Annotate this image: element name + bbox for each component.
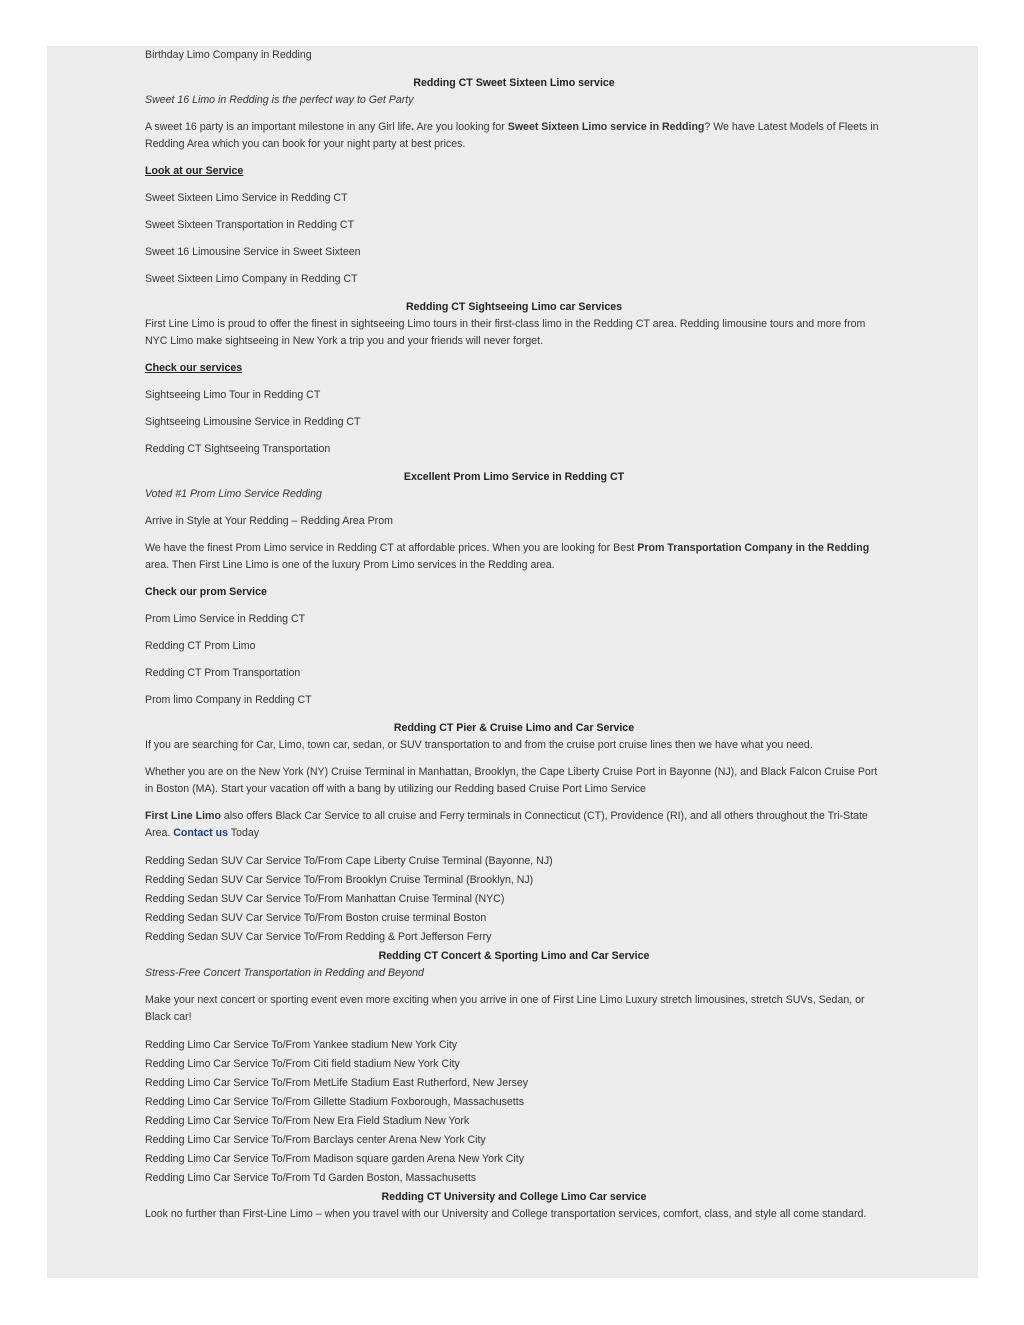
list-item: Redding Limo Car Service To/From New Era Field Stadium New York (145, 1115, 470, 1127)
list-item: Sweet Sixteen Transportation in Redding CT (145, 219, 355, 231)
heading-pier-cruise: Redding CT Pier & Cruise Limo and Car Service (393, 722, 635, 734)
paragraph-sweet-sixteen: A sweet 16 party is an important milestone in any Girl life. Are you looking for Sweet Sixteen Limo service in Redding? We have Latest Models of Fleets in Redding Area which you can book for your night party at best prices. (145, 121, 879, 150)
prom-bold: Prom Transportation Company in the Redding (637, 542, 870, 554)
first-line-limo-bold: First Line Limo (145, 810, 221, 822)
contact-us-link[interactable]: Contact us (173, 827, 229, 839)
paragraph-prom: We have the finest Prom Limo service in Redding CT at affordable prices. When you are looking for Best Prom Transportation Company in the Redding area. Then First Line Limo is one of the luxury Prom Limo services in the Redding area. (145, 542, 870, 571)
sweet-sixteen-bold: Sweet Sixteen Limo service in Redding (507, 121, 705, 133)
tagline-sweet-sixteen: Sweet 16 Limo in Redding is the perfect way to Get Party (145, 94, 414, 106)
heading-prom: Excellent Prom Limo Service in Redding CT (403, 471, 625, 483)
list-item: Sweet 16 Limousine Service in Sweet Sixteen (145, 246, 361, 258)
list-item: Redding CT Prom Transportation (145, 667, 301, 679)
list-item: Sightseeing Limousine Service in Redding CT (145, 416, 361, 428)
list-item: Redding Limo Car Service To/From MetLife Stadium East Rutherford, New Jersey (145, 1077, 529, 1089)
paragraph-concert: Make your next concert or sporting event even more exciting when you arrive in one of First Line Limo Luxury stretch limousines, stretch SUVs, Sedan, or Black car! (145, 994, 865, 1023)
heading-university: Redding CT University and College Limo Car service (381, 1191, 647, 1203)
check-our-prom-service: Check our prom Service (145, 586, 267, 598)
list-item: Redding Sedan SUV Car Service To/From Cape Liberty Cruise Terminal (Bayonne, NJ) (145, 855, 553, 867)
document-page (47, 46, 978, 1278)
list-item: Redding Limo Car Service To/From Td Garden Boston, Massachusetts (145, 1172, 477, 1184)
list-item: Sweet Sixteen Limo Service in Redding CT (145, 192, 348, 204)
heading-concert-sporting: Redding CT Concert & Sporting Limo and Car Service (378, 950, 650, 962)
list-item: Redding Limo Car Service To/From Barclays center Arena New York City (145, 1134, 486, 1146)
tagline-concert: Stress-Free Concert Transportation in Redding and Beyond (145, 967, 424, 979)
list-item: Prom limo Company in Redding CT (145, 694, 312, 706)
document-content (145, 46, 883, 1223)
list-item: Redding Sedan SUV Car Service To/From Brooklyn Cruise Terminal (Brooklyn, NJ) (145, 874, 534, 886)
list-item: Redding CT Sightseeing Transportation (145, 443, 331, 455)
list-item: Redding Limo Car Service To/From Gillette Stadium Foxborough, Massachusetts (145, 1096, 524, 1108)
heading-sightseeing: Redding CT Sightseeing Limo car Services (405, 301, 623, 313)
list-item: Redding Limo Car Service To/From Madison square garden Arena New York City (145, 1153, 525, 1165)
list-item: Redding Limo Car Service To/From Yankee stadium New York City (145, 1039, 458, 1051)
heading-sweet-sixteen: Redding CT Sweet Sixteen Limo service (413, 77, 615, 89)
paragraph-cruise-1: If you are searching for Car, Limo, town car, sedan, or SUV transportation to and from the cruise port cruise lines then we have what you need. (145, 739, 813, 751)
list-item: Redding Limo Car Service To/From Citi field stadium New York City (145, 1058, 460, 1070)
list-item: Redding CT Prom Limo (145, 640, 256, 652)
list-item: Sweet Sixteen Limo Company in Redding CT (145, 273, 358, 285)
paragraph-cruise-2: Whether you are on the New York (NY) Cruise Terminal in Manhattan, Brooklyn, the Cape Liberty Cruise Port in Bayonne (NJ), and Black Falcon Cruise Port in Boston (MA). Start your vacation off with a bang by utilizing our Redding based Cruise Port Limo Service (145, 766, 878, 795)
paragraph-university: Look no further than First-Line Limo – when you travel with our University and College transportation services, comfort, class, and style all come standard. (145, 1208, 867, 1220)
paragraph-cruise-3: First Line Limo also offers Black Car Service to all cruise and Ferry terminals in Connecticut (CT), Providence (RI), and all others throughout the Tri-State Area. Contact us Today (145, 810, 868, 839)
tagline-prom: Voted #1 Prom Limo Service Redding (145, 488, 322, 500)
list-item: Sightseeing Limo Tour in Redding CT (145, 389, 321, 401)
list-item: Redding Sedan SUV Car Service To/From Boston cruise terminal Boston (145, 912, 487, 924)
list-item: Redding Sedan SUV Car Service To/From Redding & Port Jefferson Ferry (145, 931, 492, 943)
check-our-services: Check our services (145, 362, 243, 374)
list-item: Redding Sedan SUV Car Service To/From Manhattan Cruise Terminal (NYC) (145, 893, 505, 905)
birthday-limo-line: Birthday Limo Company in Redding (145, 49, 312, 61)
look-at-our-service: Look at our Service (145, 165, 244, 177)
paragraph-sightseeing: First Line Limo is proud to offer the finest in sightseeing Limo tours in their first-class limo in the Redding CT area. Redding limousine tours and more from NYC Limo make sightseeing in New York a trip you and your friends will never forget. (145, 318, 866, 347)
list-item: Prom Limo Service in Redding CT (145, 613, 306, 625)
arrive-in-style: Arrive in Style at Your Redding – Redding Area Prom (145, 515, 393, 527)
